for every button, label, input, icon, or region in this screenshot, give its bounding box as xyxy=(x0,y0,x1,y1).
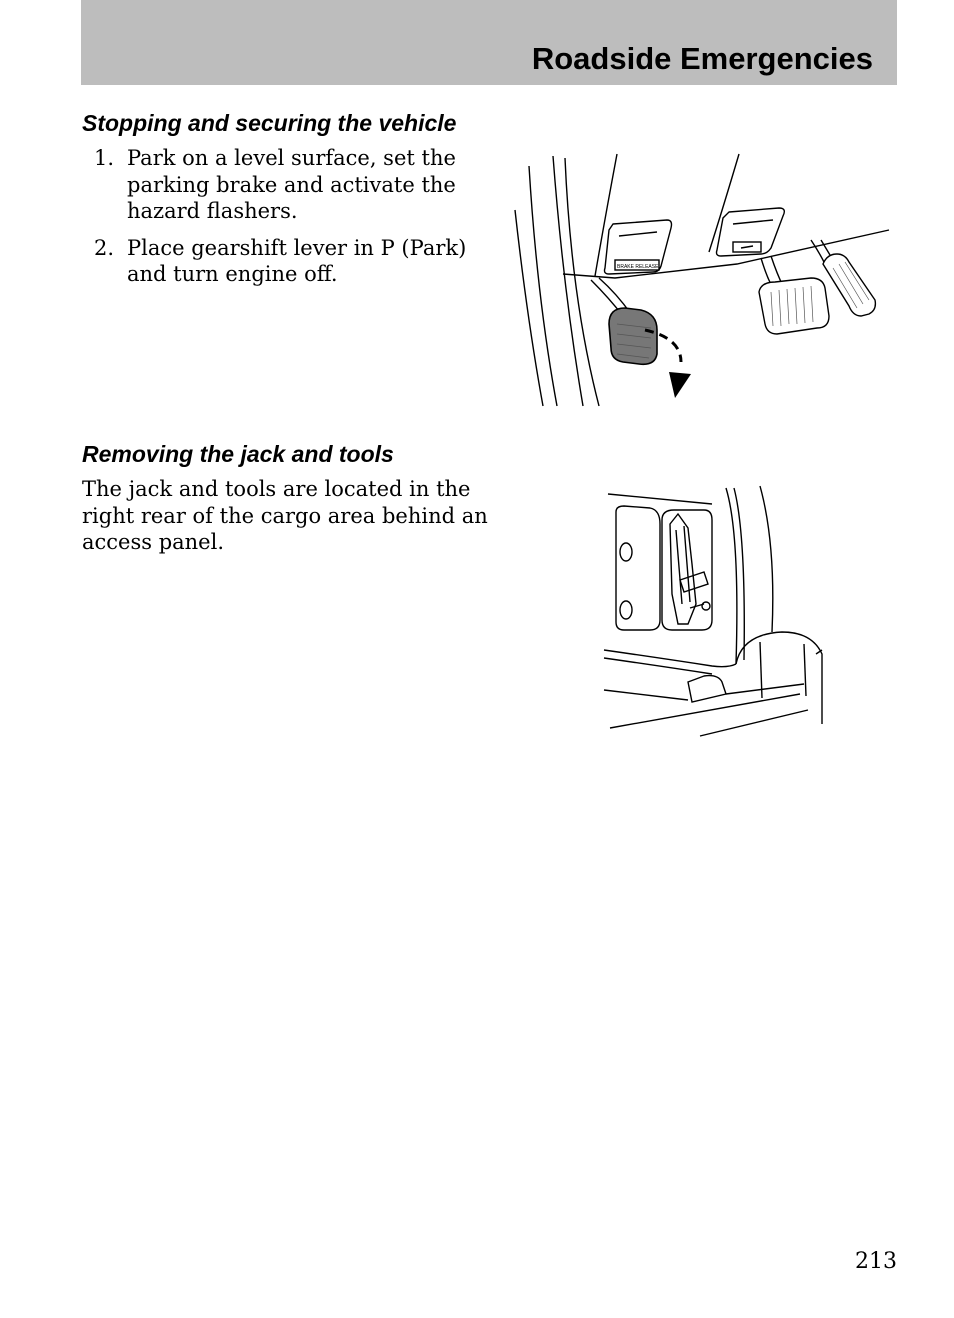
page-header xyxy=(81,0,897,85)
jack-storage-illustration xyxy=(600,484,830,742)
steps-list xyxy=(82,145,502,298)
step-text: Park on a level surface, set the parking brake and activate the hazard flashers. xyxy=(127,146,456,223)
section-heading-jack: Removing the jack and tools xyxy=(82,441,394,467)
step-number: 1. xyxy=(94,146,115,170)
step-number: 2. xyxy=(94,235,115,260)
step-text: Place gearshift lever in P (Park) and turn engine off. xyxy=(127,235,467,286)
parking-brake-illustration xyxy=(505,148,895,408)
page-number: 213 xyxy=(855,1249,897,1274)
section-heading-stopping: Stopping and securing the vehicle xyxy=(82,110,457,136)
page-title: Roadside Emergencies xyxy=(531,41,873,76)
list-item xyxy=(82,145,502,225)
list-item xyxy=(82,235,502,288)
brake-release-label: BRAKE RELEASE xyxy=(617,264,659,270)
jack-location-text: The jack and tools are located in the right rear of the cargo area behind an access panel. xyxy=(82,477,488,554)
